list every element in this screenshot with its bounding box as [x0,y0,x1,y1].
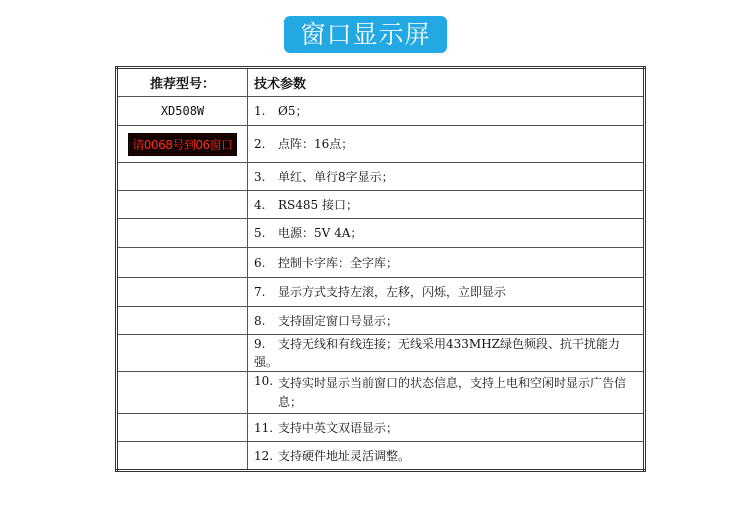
spec-cell [248,219,645,248]
spec-text: 支持实时显示当前窗口的状态信息，支持上电和空闲时显示广告信息； [278,375,627,409]
table-header-row [117,68,645,97]
spec-num: 3. [254,169,266,184]
spec-num: 5. [254,226,266,240]
model-name: XD508W [117,97,248,126]
led-preview: 请0068号到06窗口 [128,133,236,156]
table-row [117,414,645,442]
table-row [117,248,645,278]
spec-num: 2. [254,137,266,151]
spec-text: 点阵：16点； [278,137,354,151]
empty-cell [117,248,248,278]
spec-num: 11. [254,420,274,435]
spec-cell [248,126,645,163]
spec-num: 12. [254,448,274,463]
spec-cell [248,248,645,278]
spec-cell [248,335,645,372]
table-row [117,278,645,307]
page-title: 窗口显示屏 [284,16,447,53]
empty-cell [117,219,248,248]
table-row [117,126,645,163]
spec-num: 8. [254,313,266,328]
table-row [117,442,645,471]
table-row [117,335,645,372]
spec-table [115,66,646,472]
spec-cell [248,372,645,414]
table-row [117,191,645,219]
spec-cell [248,278,645,307]
header-spec: 技术参数 [248,68,645,97]
spec-cell [248,414,645,442]
spec-text: 支持无线和有线连接；无线采用433MHZ绿色频段、抗干扰能力强。 [254,337,620,369]
spec-text: RS485 接口； [278,197,358,212]
spec-num: 6. [254,255,266,270]
spec-num: 7. [254,285,266,299]
table-row [117,307,645,335]
spec-cell [248,97,645,126]
empty-cell [117,372,248,414]
empty-cell [117,191,248,219]
empty-cell [117,442,248,471]
spec-cell [248,307,645,335]
empty-cell [117,414,248,442]
empty-cell [117,307,248,335]
spec-text: 支持固定窗口号显示； [278,313,399,328]
led-preview-cell [117,126,248,163]
spec-text: 电源：5V 4A； [278,226,363,240]
empty-cell [117,335,248,372]
title-banner [284,16,447,53]
spec-cell [248,163,645,191]
spec-num: 10. [254,373,274,388]
table-row [117,97,645,126]
spec-text: 支持硬件地址灵活调整。 [278,448,411,463]
spec-cell [248,191,645,219]
spec-num: 1. [254,104,266,118]
table-row [117,219,645,248]
spec-text: 控制卡字库：全字库； [278,255,399,270]
empty-cell [117,163,248,191]
empty-cell [117,278,248,307]
spec-num: 4. [254,197,266,212]
header-model: 推荐型号： [117,68,248,97]
spec-text: 支持中英文双语显示； [278,420,399,435]
spec-num: 9. [254,337,266,351]
spec-text: 显示方式支持左滚，左移，闪烁，立即显示 [278,285,507,299]
table-row [117,163,645,191]
spec-text: Ø5； [278,104,308,118]
spec-cell [248,442,645,471]
table-row [117,372,645,414]
spec-text: 单红、单行8字显示； [278,169,394,184]
